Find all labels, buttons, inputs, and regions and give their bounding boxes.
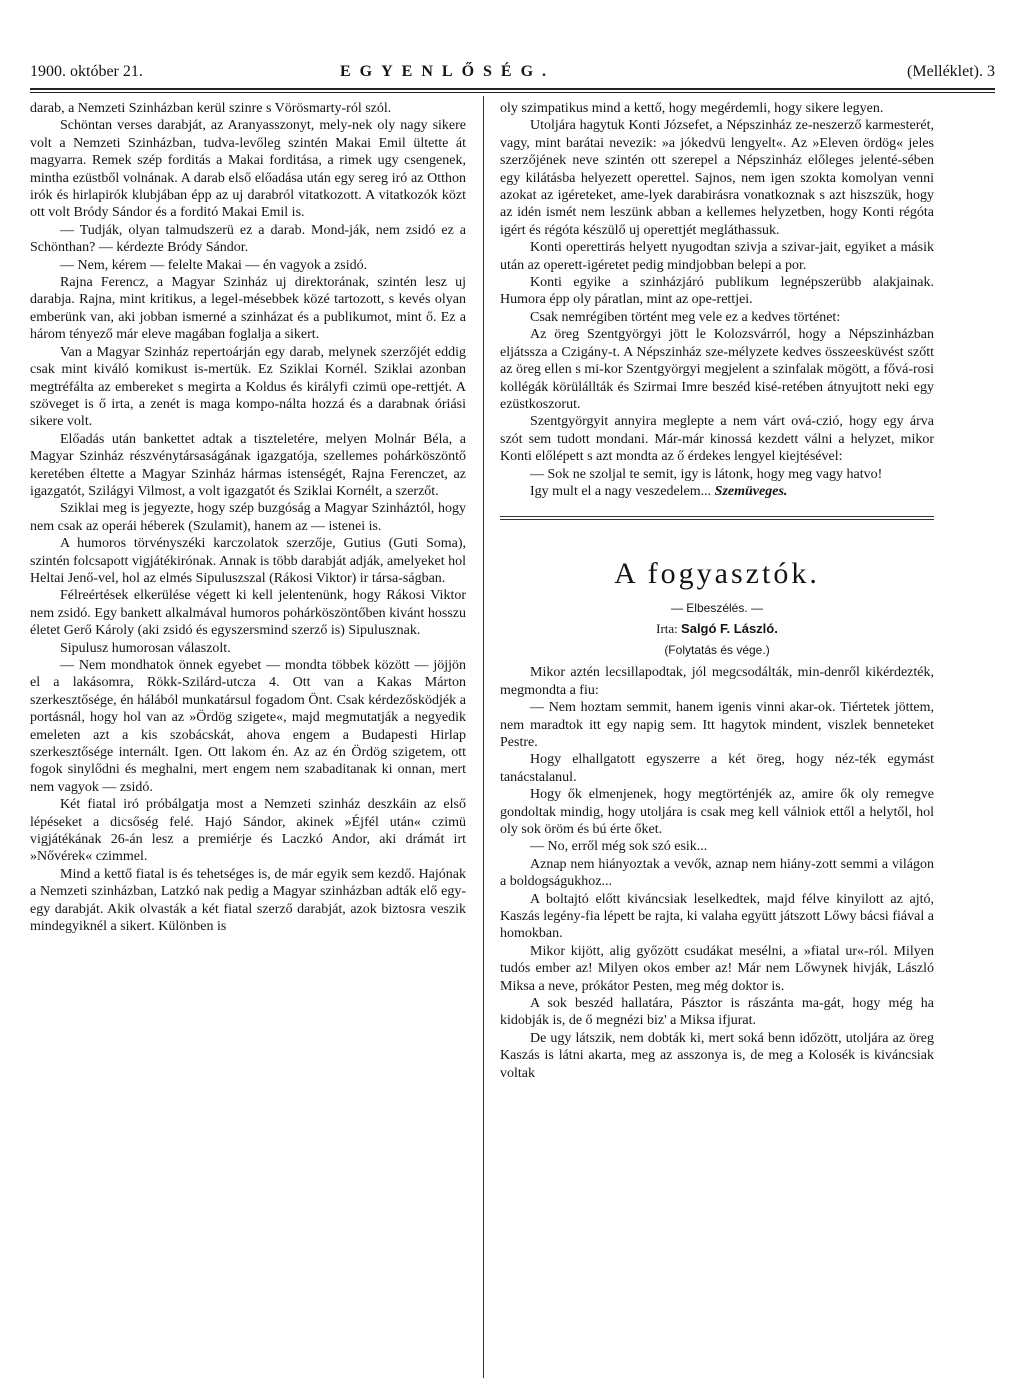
paragraph: — Tudják, olyan talmudszerü ez a darab. Mond-ják, nem zsidó ez a Schönthan? — kérdezte Bródy Sándor. [30,222,466,256]
paragraph: Félreértések elkerülése végett ki kell jelentenünk, hogy Rákosi Viktor nem zsidó. Egy bankett alkalmával humoros pohárköszöntőben kivánt hosszu életet Gerő Károly (aki zsidó és egyszersmind szerző is) Sipulusznak. [30,588,466,639]
byline-prefix: Irta: [656,621,678,637]
paragraph: Előadás után bankettet adtak a tiszteletére, melyen Molnár Béla, a Magyar Szinház részvénytársaságának igazgatója, szellemes pohárköszöntő keretében éltette a Magyar Szinház hármas istenségét, Rajna Ferenczet, az igazgatót, Szilágyi Vilmost, a volt igazgatót és Sziklai Kornélt, a szerzőt. [30,431,466,499]
paragraph: A humoros törvényszéki karczolatok szerzője, Gutius (Guti Soma), szintén folcsapott vigjátékirónak. Annak is több darabját adják, amelyeket hol Heltai Jenő-vel, hol az elmés Sipuluszszal (Rákosi Viktor) ir társa-ságban. [30,536,466,586]
paragraph: Konti egyike a szinházjáró publikum legnépszerübb alakjainak. Humora épp oly páratlan, mint az ope-rettjei. [500,275,934,308]
byline-author: Salgó F. László. [681,621,778,637]
paragraph: Két fiatal iró próbálgatja most a Nemzeti szinház deszkáin az első lépéseket a dicsőség felé. Hajó Sándor, akinek »Éjfél után« czimü vigjátékának 26-án lesz a premiérje és Laczkó Andor, aki drámát irt »Nővérek« czimmel. [30,797,466,865]
paragraph: Konti operettirás helyett nyugodtan szivja a szivar-jait, egyiket a másik után az operett-igéretet pedig mindjobban belepi a por. [500,240,934,273]
page-header [30,60,995,86]
paragraph: darab, a Nemzeti Szinházban kerül szinre s Vörösmarty-ról szól. [30,101,392,116]
story-paragraph: De ugy látszik, nem dobták ki, mert soká benn időzött, utoljára az öreg Kaszás is látni akarta, meg az asszonya is, de meg a Kolosék is kiváncsiak voltak [500,1030,934,1081]
story-paragraph: A sok beszéd hallatára, Pásztor is rászánta ma-gát, hogy még ha kidobják is, de ő megnézi biz' a Miksa ifjurat. [500,996,934,1029]
story-paragraph: A boltajtó előtt kiváncsiak leselkedtek, majd félve kinyilott az ajtó, Kaszás legény-fia lépett be rajta, ki valaha együtt játszott Lőwy bácsi fiával a homokban. [500,891,934,942]
left-column [30,100,466,936]
story-continuation-note: (Folytatás és vége.) [664,643,770,658]
paragraph: oly szimpatikus mind a kettő, hogy megérdemli, hogy sikere legyen. [500,101,884,116]
story-paragraph: Mikor kijött, alig győzött csudákat mesélni, a »fiatal ur«-ról. Milyen tudós ember az! Milyen okos ember az! Már nem Lőwynek hivják, László Miksa a neve, prókátor Pesten, meg még doktor is. [500,943,934,994]
paragraph: Sziklai meg is jegyezte, hogy szép buzgóság a Magyar Szinháztól, hogy nem csak az operái héberek (Szulamit), hanem az — istenei is. [30,501,466,534]
paragraph: Rajna Ferencz, a Magyar Szinház uj direktorának, szintén lesz uj darabja. Rajna, mint kritikus, a legel-mésebbek közé tartozott, s kevés olyan emberünk van, aki jobban ismerné a szinházat és a publikumot, mint ő. Ez a három tényező már eleve magában foglalja a sikert. [30,275,466,343]
story-paragraph: — Nem hoztam semmit, hanem igenis vinni akar-ok. Tiértetek jöttem, nem maradtok itt egy napig sem. Itt hagytok mindent, viszlek benneteket Pestre. [500,700,934,750]
paragraph: — Nem mondhatok önnek egyebet — mondta többek között — jöjjön el a lakásomra, Rökk-Szilárd-utcza 4. Ott van a Kakas Márton szerkesztősége, én hálából munkatársul fogadom Önt. Csak kérdezősködjék a portásnál, hogy hol van az »Ördög szigete«, majd megmutatják a negyedik emeleten azt a kis szobácskát, ahova engem a Budapesti Hirlap szerkesztősége internált. Igen. Ott lakom én. Az az én Ördög szigetem, ott fogok sinylődni és meghalni, mert engem nem szabaditanak ki onnan, mert nem vagyok — zsidó. [30,658,466,795]
story-subtitle: — Elbeszélés. — [670,601,764,616]
story-paragraph: Hogy elhallgatott egyszerre a két öreg, hogy néz-ték egymást tanácstalanul. [500,752,934,785]
closing-paragraph [500,483,934,500]
paragraph: — Sok ne szoljal te semit, igy is látonk, hogy meg vagy hatvo! [530,466,883,482]
paragraph: Van a Magyar Szinház repertoárján egy darab, melynek szerzőjét eddig csak mint kiváló komikust is-mertük. Ez Sziklai Kornél. Sziklai azonban megtréfálta az embereket s megirta a Koldus és királyfi czimü ope-rettjét. A szöveget is ő irta, a zenét is maga kompo-nálta hozzá és a darabnak óriási sikere volt. [30,344,466,430]
right-column [500,100,934,1082]
paragraph: Csak nemrégiben történt meg vele ez a kedves történet: [530,309,841,325]
paragraph: Utoljára hagytuk Konti Józsefet, a Népszinház ze-neszerző karmesterét, vagy, mint barátai nevezik: »a jókedvü lengyelt«. Az »Eleven ördög« jeles szerzőjének neve szintén ott szerepel a Népszinház előleges jelenté-sében egy kilátásba helyezett operettel. Sajnos, nem igen szokta komolyan venni azokat az igéreteket, ame-lyek darabirásra vonatkoznak s azt hiszszük, hogy az idén ismét nem leszünk abban a kellemes helyzetben, hogy Konti régóta igért és régóta készülő uj operettjét megláthassuk. [500,118,934,238]
paragraph: Schöntan verses darabját, az Aranyasszonyt, mely-nek oly nagy sikere volt a Nemzeti Szinházban, tudva-levőleg szintén Makai Emil ültette át magyarra. Remek szép forditás a Makai forditása, a rimek ugy csengenek, mintha ezüstből volnának. A darab első előadása után egy sereg iró az Otthon irók és hirlapirók klubjában épp az uj darabról vitatkozott. A vitatkozók közt ott volt Bródy Sándor és a forditó Makai Emil is. [30,118,466,221]
story-paragraph: Hogy ők elmenjenek, hogy megtörténjék az, amire ők oly remegve gondoltak mindig, hogy utoljára is csak meg kell válniok ettől a helytől, hol oly sok öröm és bú érte őket. [500,787,934,837]
column-divider [483,96,484,1378]
header-title: EGYENLŐSÉG. [340,63,556,80]
signature: Szemüveges. [714,483,788,499]
paragraph: — Nem, kérem — felelte Makai — én vagyok a zsidó. [60,257,368,273]
paragraph: Sipulusz humorosan válaszolt. [60,640,231,656]
header-rule [30,88,995,93]
header-date: 1900. október 21. [30,63,143,80]
story-title: A fogyasztók. [614,557,820,591]
closing-text: Igy mult el a nagy veszedelem... [530,483,712,499]
paragraph: Az öreg Szentgyörgyi jött le Kolozsvárról, hogy a Népszinházban eljátssza a Czigány-t. A Népszinház sze-mélyzete kedves összeesküvést szőtt az öreg ellen s mi-kor Szentgyörgyi megjelent a szinfalak mögött, a fővá-rosi kollégák körülállták és Szirmai Imre beszéd kisé-retében átnyujtott neki egy ezüstkoszorut. [500,327,934,412]
paragraph: Szentgyörgyit annyira meglepte a nem várt ová-czió, hogy egy árva szót sem tudott mondani. Már-már kinossá kezdett válni a helyzet, mikor Konti előlépett s azt mondta az ő érdekes lengyel kiejtésével: [500,414,934,465]
story-paragraph: — No, erről még sok szó esik... [530,839,708,855]
header-supplement-page: (Melléklet). 3 [907,63,995,80]
story-paragraph: Aznap nem hiányoztak a vevők, aznap nem hiány-zott semmi a világon a boldogságukhoz... [500,856,934,890]
paragraph: Mind a kettő fiatal is és tehetséges is, de már egyik sem kezdő. Hajónak a Nemzeti szinházban, Latzkó nak pedig a Magyar szinházban adták elő egy-egy darabját. Akik olvasták a két fiatal szerző darabját, azok biztosra veszik mindegyiknél a sikert. Különben is [30,866,466,935]
section-rule [500,516,934,520]
story-paragraph: Mikor aztén lecsillapodtak, jól megcsodálták, min-denről kikérdezték, megmondta a fiu: [500,665,934,698]
story-byline [500,618,934,640]
